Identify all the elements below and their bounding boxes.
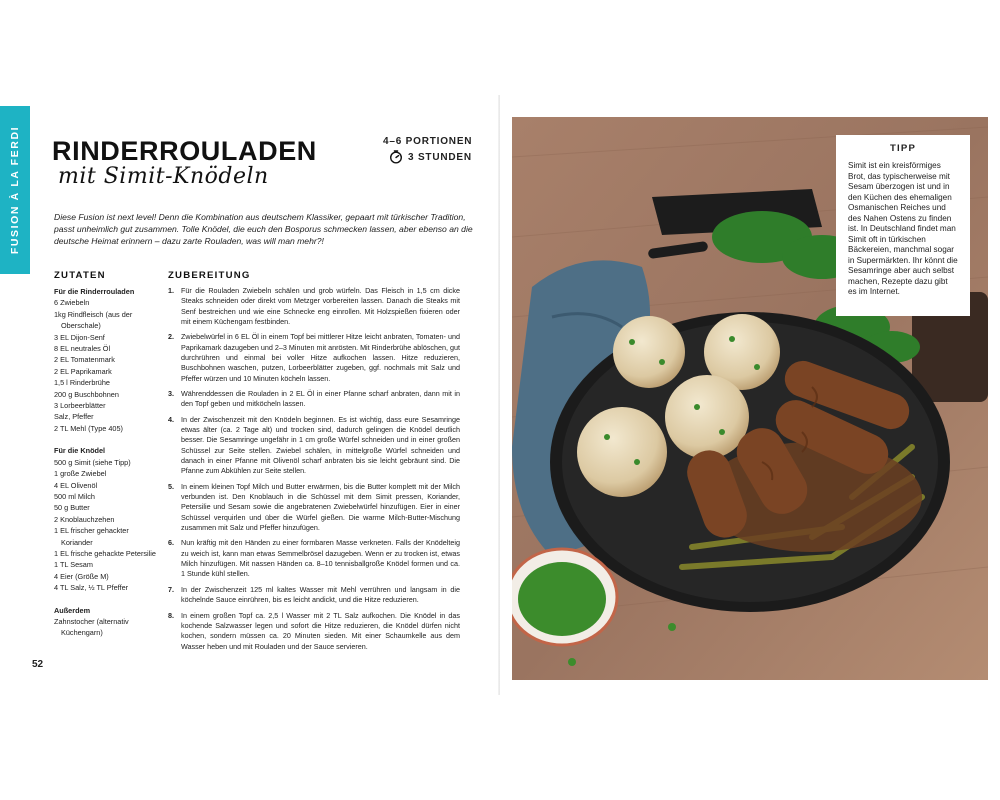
preparation-step xyxy=(168,585,460,606)
recipe-subtitle: mit Simit-Knödeln xyxy=(58,164,269,189)
ingredient-item: 500 g Simit (siehe Tipp) xyxy=(54,457,131,467)
ingredient-item: 3 EL Dijon-Senf xyxy=(54,332,105,342)
preparation-heading: ZUBEREITUNG xyxy=(168,270,251,281)
ingredient-group-title: Für die Rinderrouladen xyxy=(54,287,135,296)
ingredient-item: 1 EL frische gehackte Petersilie xyxy=(54,548,156,558)
ingredient-item: 50 g Butter xyxy=(54,503,90,513)
step-number: 2. xyxy=(168,332,174,342)
ingredient-item: 2 EL Tomatenmark xyxy=(54,355,115,365)
preparation-step xyxy=(168,482,460,533)
time-info xyxy=(389,150,472,164)
preparation-steps xyxy=(168,286,460,657)
ingredient-item: 1 TL Sesam xyxy=(54,560,93,570)
step-text: In einem kleinen Topf Milch und Butter erwärmen, bis die Butter komplett mit der Milch verbunden ist. Den Knoblauch in die Schüssel mit dem Simit pressen, Koriander, Petersilie und Sesam sowie die angebratenen Zwiebelwürfel hinzufügen. Eier in einer Schüssel verquirlen und über die Würfel gießen. Die warme Milch-Butter-Mischung zusammen mit Salz und Pfeffer hinzufügen. xyxy=(181,481,460,532)
step-text: Nun kräftig mit den Händen zu einer formbaren Masse verkneten. Falls der Knödelteig zu weich ist, kann man etwas Semmelbrösel dazugeben. Wenn er zu trocken ist, etwas Milch hinzufügen. Mit nassen Händen ca. 8–10 tennisballgroße Knödel formen und ca. 1 Stunde kühl stellen. xyxy=(181,538,460,579)
ingredient-item: 1 EL frischer gehackter Koriander xyxy=(54,526,129,547)
step-text: In der Zwischenzeit mit den Knödeln beginnen. Es ist wichtig, dass eure Sesamringe etwas älter (ca. 2 Tage alt) und trocken sind, dadurch gelingen die Knödel deutlich besser. Die Sesamringe ungefähr in 1 cm große Würfel schneiden und in einer großen Schüssel zur Seite stellen. Zwiebel schälen, in mittelgroße Würfel schneiden und danach in einer Pfanne mit Olivenöl scharf anbraten bis sie leicht gebräunt sind. Die Pfanne zum Abkühlen zur Seite stellen. xyxy=(181,414,460,476)
step-text: In der Zwischenzeit 125 ml kaltes Wasser mit Mehl verrühren und langsam in die köchelnde Sauce einrühren, bis es leicht andickt, und die Hitze reduzieren. xyxy=(181,584,460,605)
tip-box xyxy=(836,135,970,316)
intro-text: Diese Fusion ist next level! Denn die Kombination aus deutschem Klassiker, gepaart mit türkischer Tradition, passt unheimlich gut zusammen. Tolle Knödel, die euch den Bosporus schmecken lassen, aber ebenso an die deutsche Heimat erinnern – dazu zarte Rouladen, was will man mehr?! xyxy=(54,212,473,247)
preparation-step xyxy=(168,611,460,652)
step-number: 6. xyxy=(168,538,174,548)
ingredient-item: 1kg Rindfleisch (aus der Oberschale) xyxy=(54,309,133,331)
ingredient-item: 4 EL Olivenöl xyxy=(54,480,98,490)
preparation-step xyxy=(168,286,460,327)
step-number: 5. xyxy=(168,481,174,491)
ingredient-group-title: Für die Knödel xyxy=(54,446,106,456)
step-number: 1. xyxy=(168,286,174,295)
step-text: Für die Rouladen Zwiebeln schälen und grob würfeln. Das Fleisch in 1,5 cm dicke Steaks schneiden oder direkt vom Metzger vorbereiten lassen. Danach die Steaks mit Senf bestreichen und wie eine Schnecke eng einrollen. Mit Holzspießen fixieren oder mit einem Küchengarn festbinden. xyxy=(181,286,460,326)
ingredient-item: Salz, Pfeffer xyxy=(54,412,94,422)
ingredient-item: 3 Lorbeerblätter xyxy=(54,401,106,411)
ingredient-group-spacer xyxy=(54,434,162,445)
preparation-step xyxy=(168,538,460,579)
step-number: 3. xyxy=(168,389,174,399)
ingredient-item: 8 EL neutrales Öl xyxy=(54,344,111,354)
preparation-step xyxy=(168,389,460,410)
ingredients-list xyxy=(54,286,162,639)
ingredients-heading: ZUTATEN xyxy=(54,270,106,281)
ingredient-item: 6 Zwiebeln xyxy=(54,298,90,308)
page-number: 52 xyxy=(32,659,44,670)
ingredient-item: 4 TL Salz, ½ TL Pfeffer xyxy=(54,583,129,593)
step-number: 7. xyxy=(168,584,174,594)
step-text: Währenddessen die Rouladen in 2 EL Öl in einer Pfanne scharf anbraten, dann mit in den Topf geben und mitköcheln lassen. xyxy=(181,389,460,409)
step-text: In einem großen Topf ca. 2,5 l Wasser mit 2 TL Salz aufkochen. Die Knödel in das kochende Salzwasser legen und sofort die Hitze reduzieren, die Knödel dürfen nicht kochen, sondern müssen ca. 20 Minuten sieden. Mit einer Schaumkelle aus dem Wasser heben und mit Rouladen und der Sauce servieren. xyxy=(181,610,460,651)
ingredient-group-spacer xyxy=(54,594,162,605)
ingredient-item: 2 Knoblauchzehen xyxy=(54,514,115,524)
preparation-step xyxy=(168,415,460,477)
recipe-title: RINDERROULADEN xyxy=(52,136,317,166)
ingredient-item: 2 TL Mehl (Type 405) xyxy=(54,423,123,433)
chapter-tab-label: FUSION À LA FERDI xyxy=(9,125,21,255)
ingredient-item: 1,5 l Rinderbrühe xyxy=(54,378,110,388)
ingredient-item: 4 Eier (Größe M) xyxy=(54,571,109,581)
step-number: 8. xyxy=(168,610,174,620)
portions-label: 4–6 PORTIONEN xyxy=(383,136,473,147)
ingredient-item: 200 g Buschbohnen xyxy=(54,389,119,399)
time-label: 3 STUNDEN xyxy=(408,151,472,163)
ingredient-item: Zahnstocher (alternativ Küchengarn) xyxy=(54,616,129,638)
tip-text: Simit ist ein kreisförmiges Brot, das typischerweise mit Sesam überzogen ist und in den Küchen des ehemaligen Osmanischen Reiches und des Nahen Ostens zu finden ist. In Deutschland findet man Simit oft in türkischen Bäckereien, manchmal sogar in Supermärkten. Ihr könnt die Sesamringe aber auch selbst machen, Rezepte dazu gibt es im Internet. xyxy=(848,161,958,296)
ingredient-item: 2 EL Paprikamark xyxy=(54,366,112,376)
ingredient-item: 1 große Zwiebel xyxy=(54,469,107,479)
step-text: Zwiebelwürfel in 6 EL Öl in einem Topf bei mittlerer Hitze leicht anbraten, Tomaten- und Paprikamark dazugeben und 2–3 Minuten mit anrösten. Mit Rinderbrühe ablöschen, gut durchrühren und einmal bei voller Hitze aufkochen lassen. Hitze reduzieren, Buschbohnen waschen, putzen, Lorbeerblätter zugeben, ggf. nochmals mit Salz und Pfeffer würzen und 10 Minuten köcheln lassen. xyxy=(181,332,460,383)
step-number: 4. xyxy=(168,414,174,424)
timer-icon xyxy=(389,150,403,164)
ingredient-item: 500 ml Milch xyxy=(54,491,95,501)
tip-title: TIPP xyxy=(889,143,917,154)
ingredient-group-title: Außerdem xyxy=(54,605,91,615)
preparation-step xyxy=(168,332,460,383)
